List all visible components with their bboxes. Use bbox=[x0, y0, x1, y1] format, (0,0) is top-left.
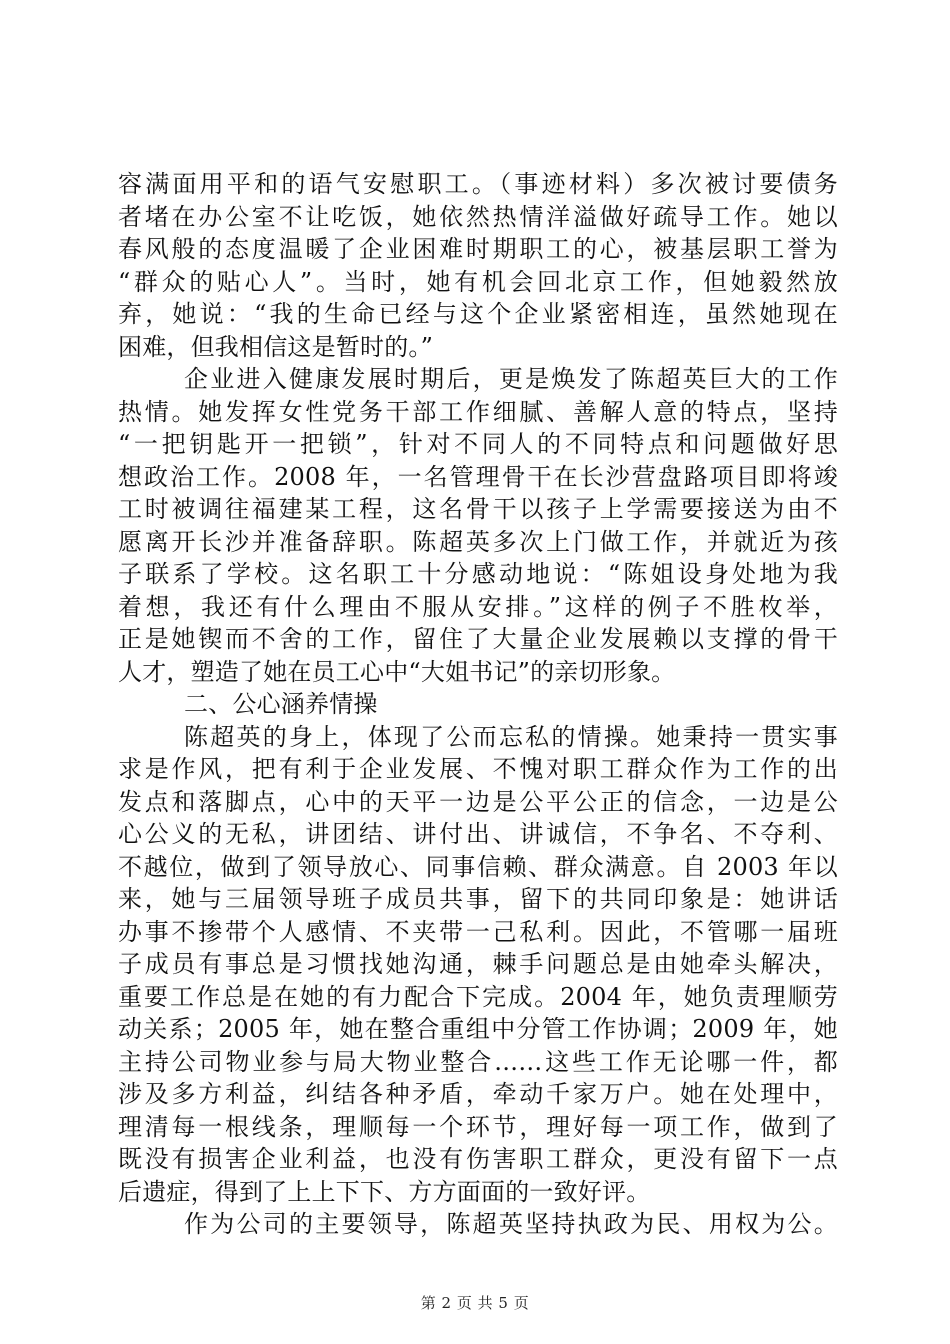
text-line: 不越位，做到了领导放心、同事信赖、群众满意。自 2003 年以 bbox=[118, 852, 838, 881]
text-line: 来，她与三届领导班子成员共事，留下的共同印象是：她讲话 bbox=[118, 885, 838, 913]
text-line: 想政治工作。2008 年，一名管理骨干在长沙营盘路项目即将竣 bbox=[118, 462, 838, 491]
text-line: 发点和落脚点，心中的天平一边是公平公正的信念，一边是公 bbox=[118, 787, 838, 816]
text-line: 求是作风，把有利于企业发展、不愧对职工群众作为工作的出 bbox=[118, 755, 838, 783]
text-line: 子成员有事总是习惯找她沟通，棘手问题总是由她牵头解决， bbox=[118, 950, 838, 978]
text-line: 工时被调往福建某工程，这名骨干以孩子上学需要接送为由不 bbox=[118, 495, 838, 523]
text-line: 后遗症，得到了上上下下、方方面面的一致好评。 bbox=[118, 1177, 651, 1206]
text-line: 者堵在办公室不让吃饭，她依然热情洋溢做好疏导工作。她以 bbox=[118, 202, 838, 231]
text-line: 热情。她发挥女性党务干部工作细腻、善解人意的特点，坚持 bbox=[118, 397, 838, 426]
text-line: “群众的贴心人”。当时，她有机会回北京工作，但她毅然放 bbox=[118, 267, 838, 296]
paragraph-first-line: 企业进入健康发展时期后，更是焕发了陈超英巨大的工作 bbox=[184, 365, 838, 393]
paragraph-first-line: 作为公司的主要领导，陈超英坚持执政为民、用权为公。 bbox=[184, 1210, 838, 1238]
text-line: 办事不掺带个人感情、不夹带一己私利。因此，不管哪一届班 bbox=[118, 917, 838, 946]
text-line: 人才，塑造了她在员工心中“大姐书记”的亲切形象。 bbox=[118, 657, 676, 686]
body-text bbox=[118, 168, 838, 1241]
section-heading: 二、公心涵养情操 bbox=[184, 690, 378, 718]
text-line: 涉及多方利益，纠结各种矛盾，牵动千家万户。她在处理中， bbox=[118, 1080, 838, 1108]
text-line: 春风般的态度温暖了企业困难时期职工的心，被基层职工誉为 bbox=[118, 235, 838, 263]
text-line: 主持公司物业参与局大物业整合……这些工作无论哪一件，都 bbox=[118, 1047, 838, 1076]
text-line: 容满面用平和的语气安慰职工。（事迹材料）多次被讨要债务 bbox=[118, 170, 838, 198]
text-line: 愿离开长沙并准备辞职。陈超英多次上门做工作，并就近为孩 bbox=[118, 527, 838, 556]
paragraph-first-line: 陈超英的身上，体现了公而忘私的情操。她秉持一贯实事 bbox=[184, 722, 838, 751]
text-line: 正是她锲而不舍的工作，留住了大量企业发展赖以支撑的骨干 bbox=[118, 625, 838, 653]
text-line: 动关系；2005 年，她在整合重组中分管工作协调；2009 年，她 bbox=[118, 1015, 838, 1043]
text-line: 重要工作总是在她的有力配合下完成。2004 年，她负责理顺劳 bbox=[118, 982, 838, 1011]
text-line: 心公义的无私，讲团结、讲付出、讲诚信，不争名、不夺利、 bbox=[118, 820, 838, 848]
text-line: 理清每一根线条，理顺每一个环节，理好每一项工作，做到了 bbox=[118, 1112, 838, 1141]
text-line: 着想，我还有什么理由不服从安排。”这样的例子不胜枚举， bbox=[118, 592, 838, 621]
text-line: “一把钥匙开一把锁”，针对不同人的不同特点和问题做好思 bbox=[118, 430, 838, 458]
text-line: 既没有损害企业利益，也没有伤害职工群众，更没有留下一点 bbox=[118, 1145, 838, 1173]
text-line: 困难，但我相信这是暂时的。” bbox=[118, 332, 434, 361]
page-number-footer: 第 2 页 共 5 页 bbox=[420, 1294, 530, 1312]
text-line: 弃，她说：“我的生命已经与这个企业紧密相连，虽然她现在 bbox=[118, 300, 838, 328]
text-line: 子联系了学校。这名职工十分感动地说：“陈姐设身处地为我 bbox=[118, 560, 838, 588]
